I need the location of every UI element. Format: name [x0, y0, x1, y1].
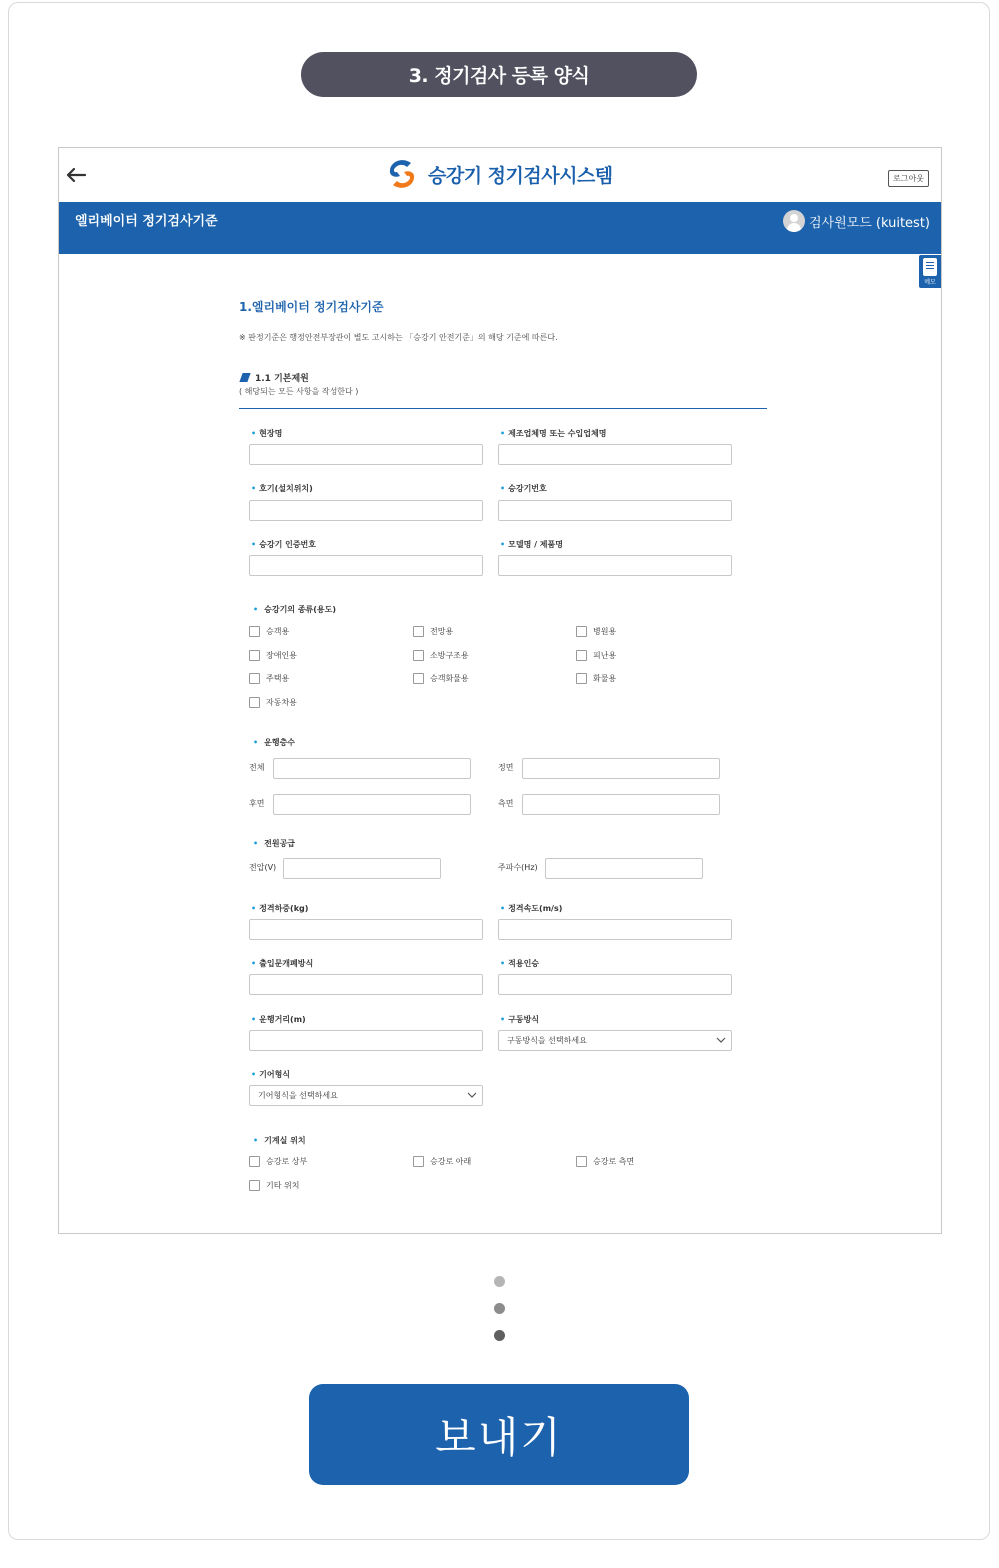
criteria-note: ※ 판정기준은 행정안전부장관이 별도 고시하는 「승강기 안전기준」의 해당 기준에 따른다. — [239, 333, 558, 342]
type-option[interactable] — [249, 650, 297, 661]
checkbox[interactable] — [249, 673, 260, 684]
rated-speed-label: • 정격속도(m/s) — [500, 903, 562, 914]
voltage-label: 전압(V) — [249, 863, 277, 872]
memo-icon — [923, 258, 937, 276]
travel-input[interactable] — [249, 1030, 483, 1051]
type-option[interactable] — [413, 650, 469, 661]
type-option[interactable] — [576, 626, 616, 637]
logout-button[interactable]: 로그아웃 — [888, 170, 929, 187]
drive-type-select-value: 구동방식을 선택하세요 — [507, 1036, 587, 1045]
slash-icon — [239, 373, 250, 382]
checkbox[interactable] — [413, 650, 424, 661]
floors-rear-label: 후면 — [249, 799, 265, 808]
checkbox[interactable] — [413, 626, 424, 637]
unit-location-label: • 호기(설치위치) — [251, 483, 313, 494]
drive-type-label: • 구동방식 — [500, 1014, 539, 1025]
capacity-input[interactable] — [498, 974, 732, 995]
checkbox[interactable] — [576, 650, 587, 661]
capacity-label: • 적용인승 — [500, 958, 539, 969]
machine-room-option-label: 승강로 측면 — [593, 1157, 635, 1166]
machine-room-option[interactable] — [249, 1180, 299, 1191]
model-name-input[interactable] — [498, 555, 732, 576]
cert-no-input[interactable] — [249, 555, 483, 576]
type-option[interactable] — [249, 673, 289, 684]
rated-load-label: • 정격하중(kg) — [251, 903, 308, 914]
machine-room-option[interactable] — [249, 1156, 307, 1167]
checkbox[interactable] — [249, 697, 260, 708]
floors-rear-input[interactable] — [273, 794, 471, 815]
pagination-dot[interactable] — [494, 1303, 505, 1314]
site-name-label: • 현장명 — [251, 428, 282, 439]
floors-total-input[interactable] — [273, 758, 471, 779]
door-type-label: • 출입문개폐방식 — [251, 958, 313, 969]
type-option-label: 전망용 — [430, 627, 454, 636]
checkbox[interactable] — [249, 650, 260, 661]
site-name-input[interactable] — [249, 444, 483, 465]
machine-room-option-label: 기타 위치 — [266, 1181, 300, 1190]
frequency-label: 주파수(Hz) — [498, 863, 538, 872]
type-option-label: 주택용 — [266, 674, 290, 683]
arrow-left-icon[interactable] — [63, 162, 89, 188]
checkbox[interactable] — [413, 1156, 424, 1167]
sub-title-text: 1.1 기본제원 — [255, 374, 309, 384]
machine-room-option-label: 승강로 아래 — [430, 1157, 472, 1166]
gear-type-label: • 기어형식 — [251, 1069, 290, 1080]
brand-name: 승강기 정기검사시스템 — [428, 164, 613, 187]
type-option-label: 승객화물용 — [430, 674, 469, 683]
manufacturer-input[interactable] — [498, 444, 732, 465]
type-option[interactable] — [576, 650, 616, 661]
checkbox[interactable] — [576, 626, 587, 637]
cert-no-label: • 승강기 인증번호 — [251, 539, 316, 550]
user-info[interactable] — [783, 210, 930, 232]
chevron-down-icon — [467, 1090, 477, 1100]
type-option[interactable] — [413, 626, 453, 637]
pagination-dots — [494, 1276, 506, 1357]
rated-load-input[interactable] — [249, 919, 483, 940]
gear-type-select[interactable] — [249, 1085, 483, 1106]
machine-room-option-label: 승강로 상부 — [266, 1157, 308, 1166]
sub-title — [241, 371, 309, 384]
app-screen — [58, 147, 942, 1234]
brand-logo-icon — [385, 157, 419, 191]
floors-side-input[interactable] — [522, 794, 720, 815]
type-option-label: 자동차용 — [266, 698, 297, 707]
type-option[interactable] — [576, 673, 616, 684]
floors-side-label: 측면 — [498, 799, 514, 808]
checkbox[interactable] — [576, 673, 587, 684]
type-group-label: • 승강기의 종류(용도) — [249, 604, 336, 615]
type-option-label: 병원용 — [593, 627, 617, 636]
checkbox[interactable] — [576, 1156, 587, 1167]
rated-speed-input[interactable] — [498, 919, 732, 940]
checkbox[interactable] — [249, 626, 260, 637]
memo-label: 메모 — [924, 279, 936, 286]
travel-label: • 운행거리(m) — [251, 1014, 306, 1025]
voltage-input[interactable] — [283, 858, 441, 879]
memo-button[interactable] — [919, 255, 941, 288]
page-title: 3. 정기검사 등록 양식 — [301, 52, 697, 97]
type-option-label: 피난용 — [593, 651, 617, 660]
type-option-label: 장애인용 — [266, 651, 297, 660]
type-option-label: 소방구조용 — [430, 651, 469, 660]
checkbox[interactable] — [249, 1156, 260, 1167]
unit-location-input[interactable] — [249, 500, 483, 521]
floors-front-label: 정면 — [498, 763, 514, 772]
machine-room-label: • 기계실 위치 — [249, 1135, 306, 1146]
type-option-label: 승객용 — [266, 627, 290, 636]
frequency-input[interactable] — [545, 858, 703, 879]
manufacturer-label: • 제조업체명 또는 수입업체명 — [500, 428, 606, 439]
model-name-label: • 모델명 / 제품명 — [500, 539, 563, 550]
chevron-down-icon — [716, 1035, 726, 1045]
gear-type-select-value: 기어형식을 선택하세요 — [258, 1091, 338, 1100]
divider — [239, 408, 767, 409]
sub-description: ( 해당되는 모든 사항을 작성한다 ) — [239, 387, 359, 396]
elevator-no-input[interactable] — [498, 500, 732, 521]
type-option[interactable] — [413, 673, 469, 684]
type-option-label: 화물용 — [593, 674, 617, 683]
floors-total-label: 전체 — [249, 763, 265, 772]
nav-bar — [59, 202, 941, 254]
pagination-dot[interactable] — [494, 1330, 505, 1341]
type-option[interactable] — [249, 626, 289, 637]
checkbox[interactable] — [249, 1180, 260, 1191]
pagination-dot[interactable] — [494, 1276, 505, 1287]
send-button[interactable]: 보내기 — [309, 1384, 689, 1485]
power-group-label: • 전원공급 — [249, 838, 295, 849]
checkbox[interactable] — [413, 673, 424, 684]
floors-group-label: • 운행층수 — [249, 737, 295, 748]
brand — [385, 157, 613, 191]
nav-title: 엘리베이터 정기검사기준 — [75, 214, 218, 229]
app-header — [59, 148, 941, 202]
machine-room-option[interactable] — [576, 1156, 634, 1167]
type-option[interactable] — [249, 697, 297, 708]
machine-room-option[interactable] — [413, 1156, 471, 1167]
floors-front-input[interactable] — [522, 758, 720, 779]
drive-type-select[interactable] — [498, 1030, 732, 1051]
section-title: 1.엘리베이터 정기검사기준 — [239, 300, 384, 314]
door-type-input[interactable] — [249, 974, 483, 995]
user-label: 검사원모드 (kuitest) — [808, 215, 930, 231]
elevator-no-label: • 승강기번호 — [500, 483, 547, 494]
user-avatar-icon — [783, 210, 805, 232]
